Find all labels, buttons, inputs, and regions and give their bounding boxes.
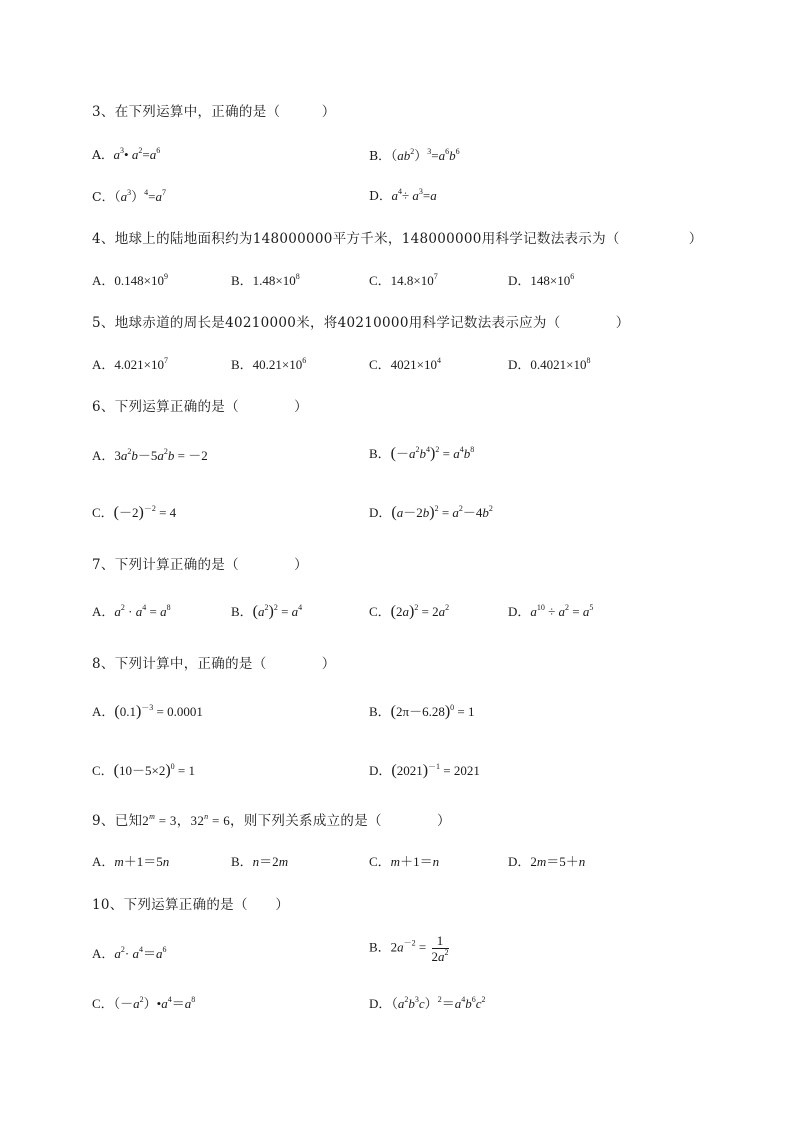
question-10-option-c: C．$(-a^2)•a^4=a^8$ [92,995,196,1011]
question-6-option-a: A．$3a^2b-5a^2b = -2$ [92,447,208,463]
question-10-stem: 10、下列运算正确的是（ ） [92,897,290,913]
question-4-option-b: B．$1.48\times 10^8$ [231,272,300,288]
question-6-option-b: B．$(-a^2b^4)^2 = a^4b^8$ [369,445,475,462]
question-9-stem: 9、已知$2^m = 3$，$32^n = 6$，则下列关系成立的是（ ） [92,812,451,829]
question-9-option-c: C．m＋1＝n [369,854,440,869]
question-6-option-d: D．$(a-2b)^2 = a^2-4b^2$ [369,504,493,521]
question-10-option-a: A．$a^2\cdot a^4=a^6$ [92,945,167,961]
question-3-option-a: A．$a^3•$ $a^2=a^6$ [92,146,161,162]
question-7-option-b: B．$(a^2)^2 = a^4$ [231,603,303,620]
question-7-option-a: A．$a^2 \cdot a^4 = a^8$ [92,603,171,619]
question-5-option-a: A．$4.021\times 10^7$ [92,356,168,372]
question-9-option-b: B．n＝2m [231,854,289,869]
question-3-option-b: B．$(ab^2)^3=a^6b^6$ [369,147,460,163]
question-3-stem: 3、在下列运算中，正确的是（ ） [92,104,336,120]
question-4-option-d: D．$148\times 10^6$ [508,272,575,288]
question-7-stem: 7、下列计算正确的是（ ） [92,557,308,573]
question-6-stem: 6、下列运算正确的是（ ） [92,399,308,415]
question-8-stem: 8、下列计算中，正确的是（ ） [92,656,336,672]
question-4-option-a: A．$0.148\times 10^9$ [92,272,168,288]
question-8-option-a: A．$(0.1)^{-3} = 0.0001$ [92,703,203,720]
question-9-option-d: D．2m＝5＋n [508,854,586,869]
question-5-option-d: D．$0.4021\times 10^8$ [508,356,591,372]
question-8-option-d: D．$(2021)^{-1} = 2021$ [369,762,480,779]
question-10-option-d: D．$(a^2b^3c)^2=a^4b^6c^2$ [369,995,486,1011]
question-4-stem: 4、地球上的陆地面积约为148000000平方千米，148000000用科学记数法表示为（ ） [92,231,703,247]
question-3-option-c: C．$(a^3)^4=a^7$ [92,188,166,204]
question-5-option-c: C．$4021\times 10^4$ [369,356,442,372]
question-4-option-c: C．$14.8\times 10^7$ [369,272,438,288]
question-10-option-b: B．$2a^{-2}$ = $\frac{1}{2a^2}$ [369,933,449,964]
question-3-option-d: D．$a^4\div a^3=a$ [369,187,437,203]
question-8-option-b: B．$(2\pi-6.28)^0 = 1$ [369,703,475,720]
question-6-option-c: C．$(-2)^{-2} = 4$ [92,504,177,521]
question-5-option-b: B．$40.21\times 10^6$ [231,356,307,372]
question-9-option-a: A．m＋1＝5n [92,854,170,869]
question-8-option-c: C．$(10-5\times 2)^0 = 1$ [92,762,196,779]
question-7-option-d: D．$a^{10} \div a^2 = a^5$ [508,603,594,619]
question-5-stem: 5、地球赤道的周长是40210000米，将40210000用科学记数法表示应为（ ） [92,315,630,331]
question-7-option-c: C．$(2a)^2 = 2a^2$ [369,603,450,620]
